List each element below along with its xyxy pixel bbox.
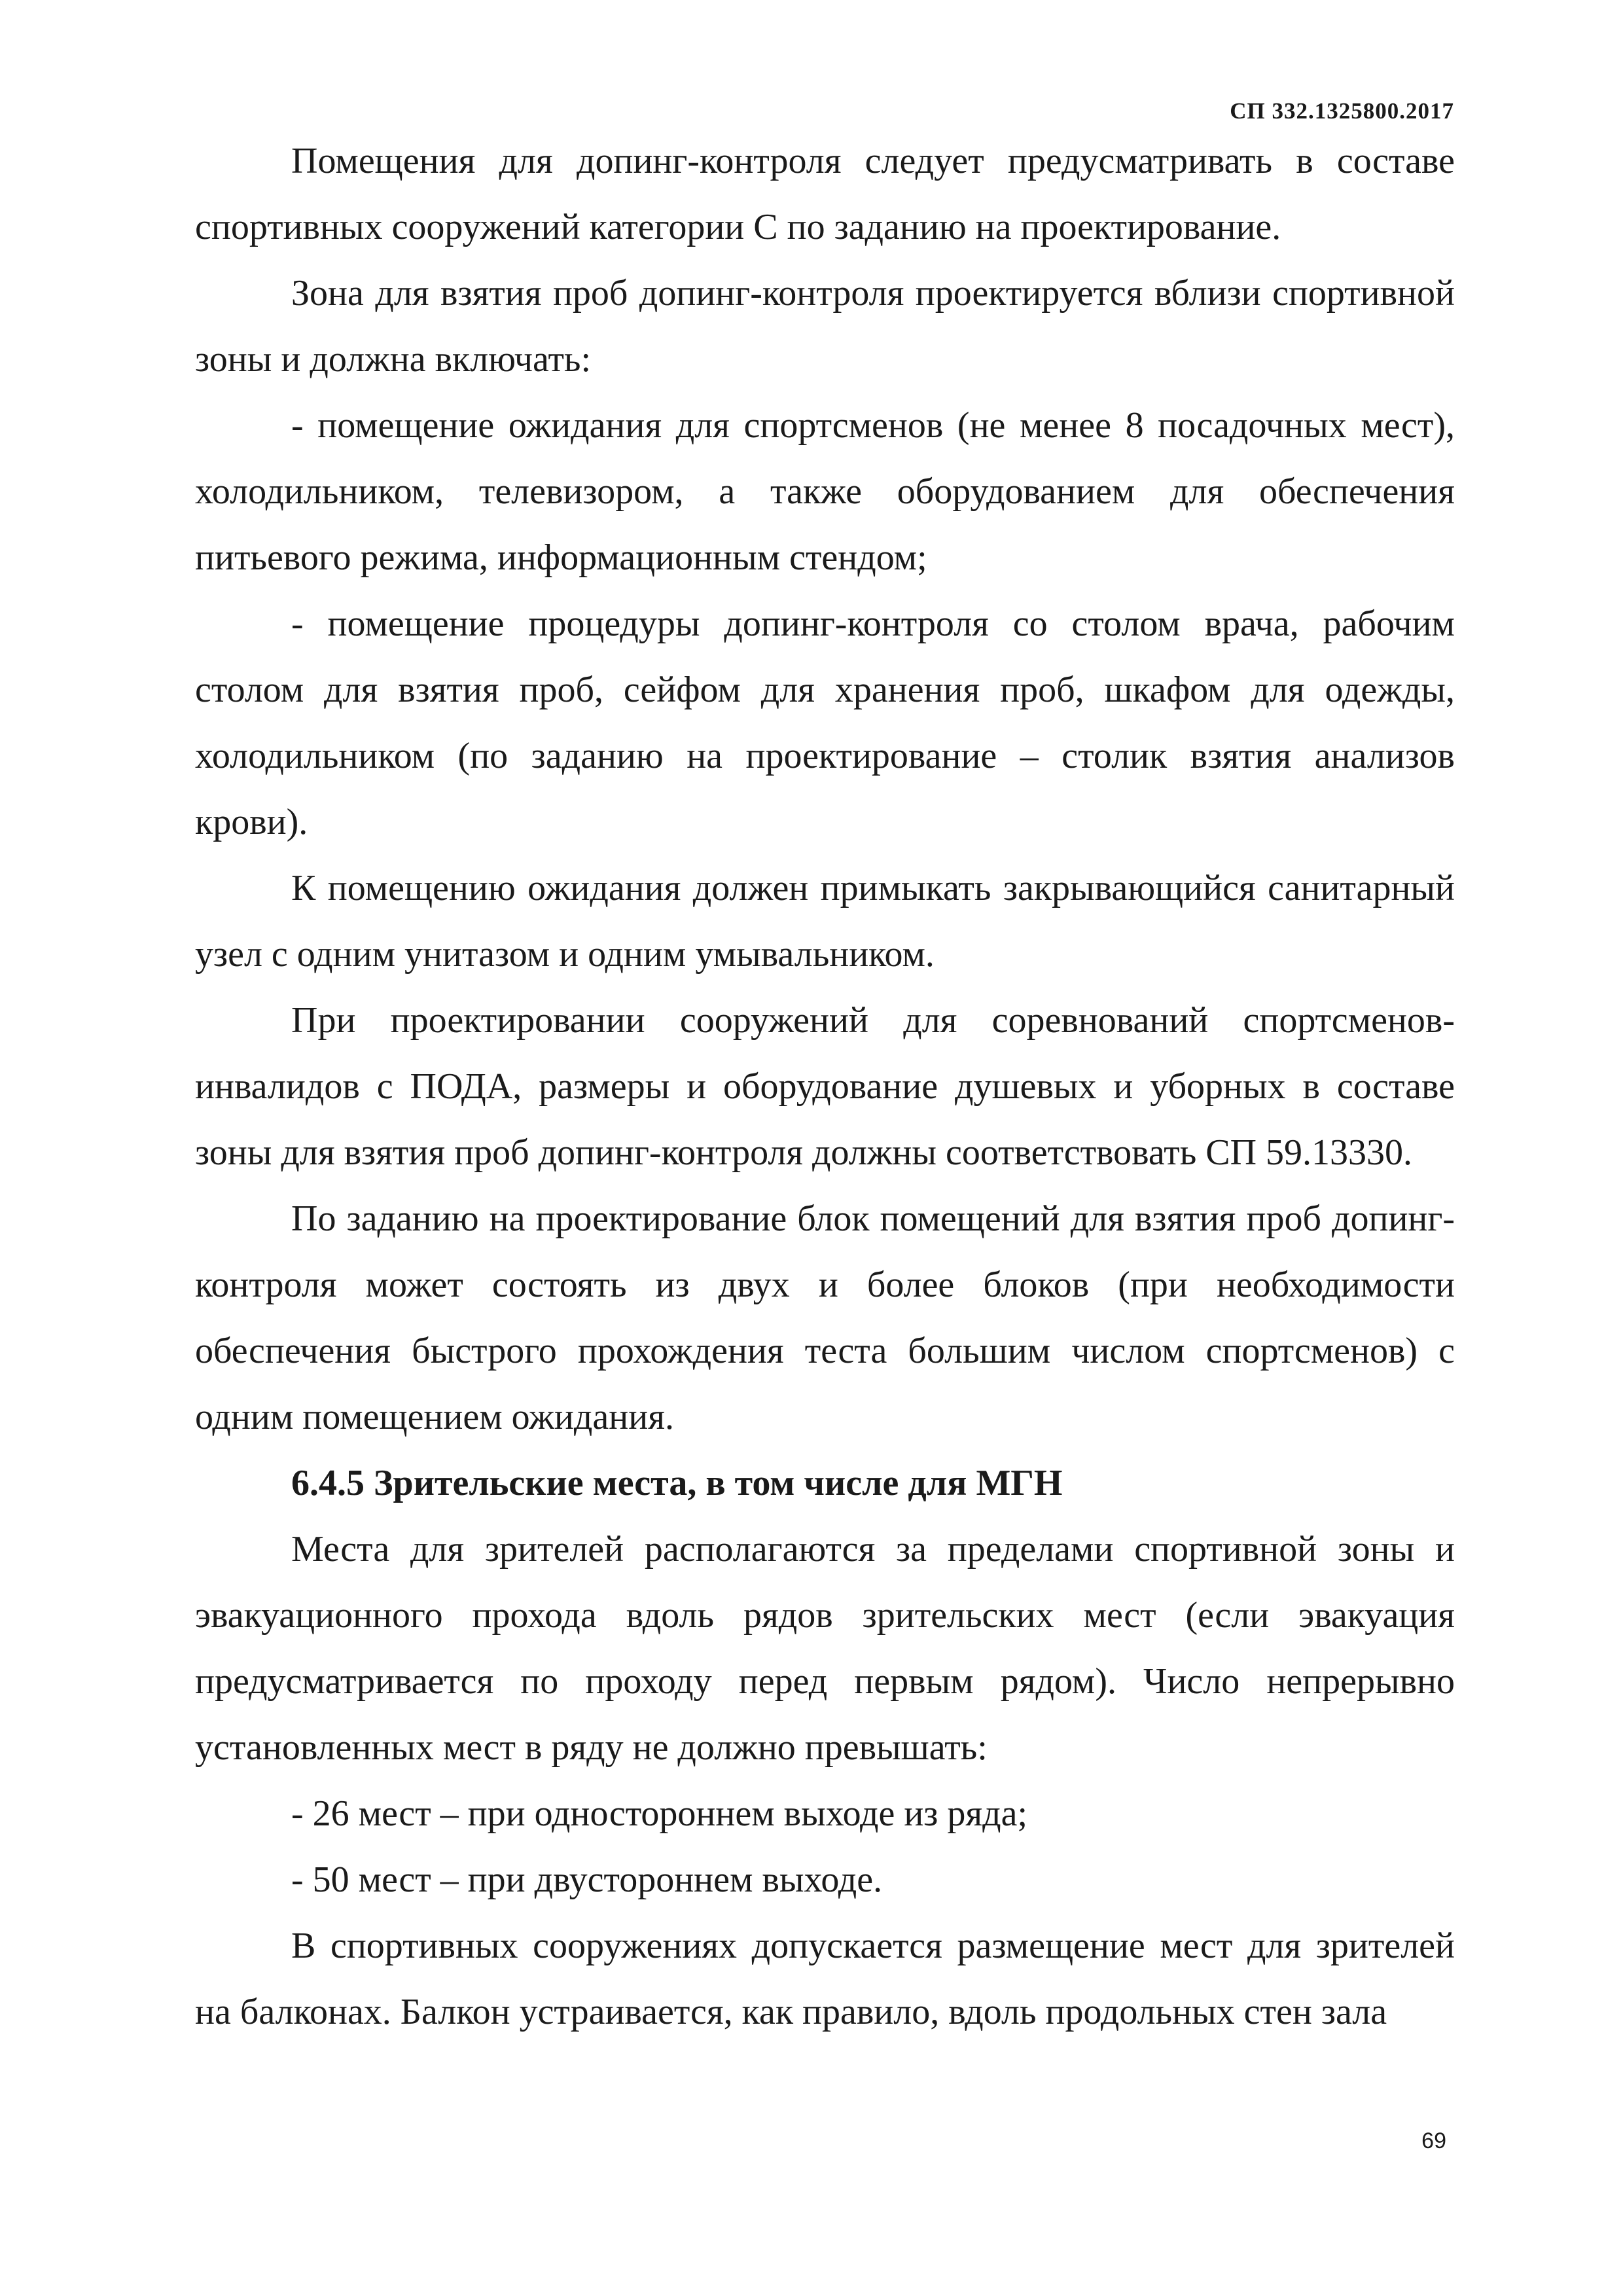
list-item-two-sided-exit: - 50 мест – при двустороннем выходе. (291, 1859, 883, 1900)
paragraph-sanitary-unit: К помещению ожидания должен примыкать закрывающийся санитарный узел с одним унитазом и одним умывальником. (195, 868, 1455, 975)
list-item-procedure-room: - помещение процедуры допинг-контроля со столом врача, рабочим столом для взятия проб, сейфом для хранения проб, шкафом для одежды, холодильником (по заданию на проектирование – столик взятия анализов крови). (195, 603, 1455, 842)
document-code-header: СП 332.1325800.2017 (1230, 98, 1454, 124)
page-number: 69 (1421, 2128, 1446, 2153)
page-body (195, 128, 1455, 2045)
paragraph-disabled-athletes: При проектировании сооружений для соревнований спортсменов-инвалидов с ПОДА, размеры и оборудование душевых и уборных в составе зоны для взятия проб допинг-контроля должны соответствовать СП 59.13330. (195, 1000, 1455, 1173)
paragraph-spectator-placement: Места для зрителей располагаются за пределами спортивной зоны и эвакуационного прохода вдоль рядов зрительских мест (если эвакуация предусматривается по проходу перед первым рядом). Число непрерывно установленных мест в ряду не должно превышать: (195, 1529, 1455, 1768)
section-heading: 6.4.5 Зрительские места, в том числе для МГН (291, 1463, 1063, 1503)
paragraph-balconies: В спортивных сооружениях допускается размещение мест для зрителей на балконах. Балкон устраивается, как правило, вдоль продольных стен зала (195, 1926, 1455, 2032)
list-item-one-sided-exit: - 26 мест – при одностороннем выходе из ряда; (291, 1793, 1028, 1834)
paragraph-doping-rooms: Помещения для допинг-контроля следует предусматривать в составе спортивных сооружений категории С по заданию на проектирование. (195, 141, 1455, 247)
paragraph-sampling-zone: Зона для взятия проб допинг-контроля проектируется вблизи спортивной зоны и должна включать: (195, 273, 1455, 380)
paragraph-room-blocks: По заданию на проектирование блок помещений для взятия проб допинг-контроля может состоять из двух и более блоков (при необходимости обеспечения быстрого прохождения теста большим числом спортсменов) с одним помещением ожидания. (195, 1198, 1455, 1437)
list-item-waiting-room: - помещение ожидания для спортсменов (не менее 8 посадочных мест), холодильником, телевизором, а также оборудованием для обеспечения питьевого режима, информационным стендом; (195, 405, 1455, 578)
